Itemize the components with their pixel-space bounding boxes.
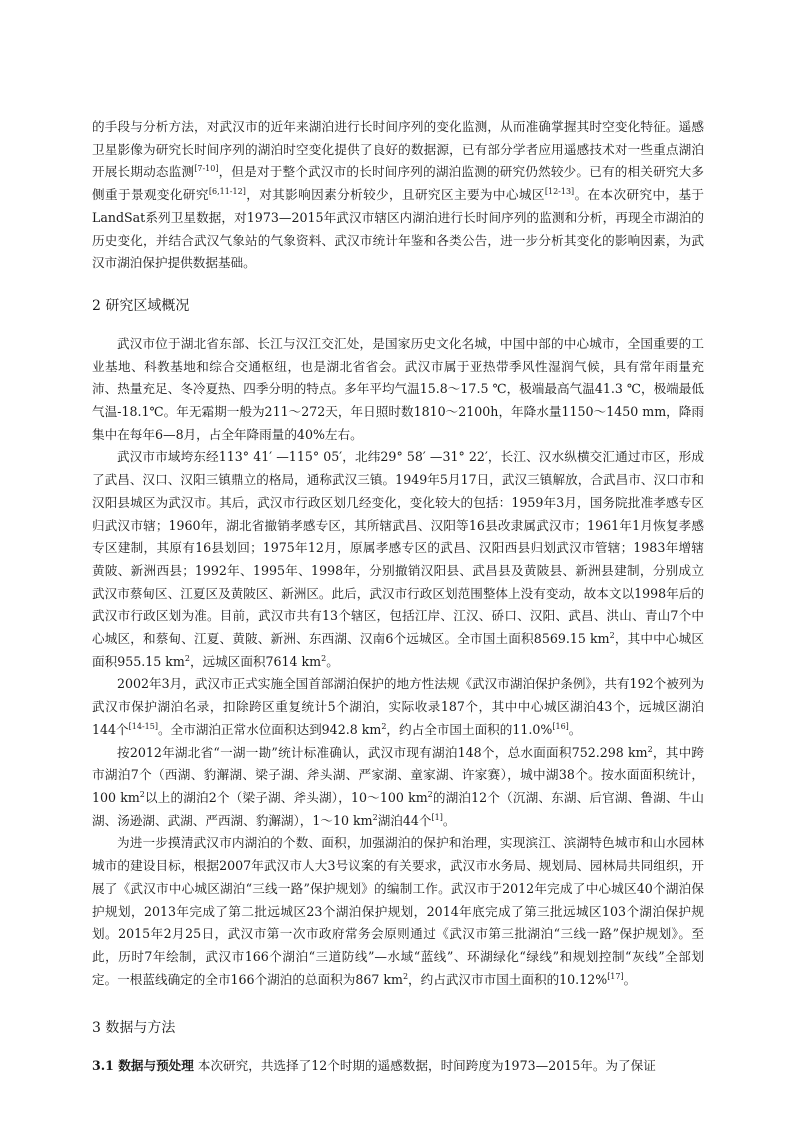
- regulation-paragraph: 2002年3月，武汉市正式实施全国首部湖泊保护的地方性法规《武汉市湖泊保护条例》，共有192个被列为武汉市保护湖泊名录，扣除跨区重复统计5个湖泊，实际收录187个，其中中心城区湖泊43个，远城区湖泊144个[14-15]。全市湖泊正常水位面积达到942.8 $km^2$，约占全市国土面积的11.0%[16]。: [92, 676, 704, 737]
- intro-paragraph: 的手段与分析方法，对武汉市的近年来湖泊进行长时间序列的变化监测，从而准确掌握其时空变化特征。遥感卫星影像为研究长时间序列的湖泊时空变化提供了良好的数据源，已有部分学者应用遥感技术对一些重点湖泊开展长期动态监测[7-10]，但是对于整个武汉市的长时间序列的湖泊监测的研究仍然较少。已有的相关研究大多侧重于景观变化研究[6,11-12]，对其影响因素分析较少，且研究区主要为中心城区[12-13]。在本次研究中，基于LandSat系列卫星数据，对1973—2015年武汉市辖区内湖泊进行长时间序列的监测和分析，再现全市湖泊的历史变化，并结合武汉气象站的气象资料、武汉市统计年鉴和各类公告，进一步分析其变化的影响因素，为武汉市湖泊保护提供数据基础。: [92, 119, 705, 271]
- subsection-3-1-title: 3.1 数据与预处理: [92, 1058, 194, 1074]
- section-2-heading: 2 研究区域概况: [92, 297, 190, 314]
- census-paragraph: 按2012年湖北省“一湖一勘”统计标准确认，武汉市现有湖泊148个，总水面面积752.298 $km^2$，其中跨市湖泊7个（西湖、豹澥湖、梁子湖、斧头湖、严家湖、童家湖、许家赛），城中湖38个。按水面面积统计，100 $km^2$以上的湖泊2个（梁子湖、斧头湖），10～100 $km^2$的湖泊12个（沉湖、东湖、后官湖、鲁湖、牛山湖、汤逊湖、武湖、严西湖、豹澥湖），1～10 $km^2$湖泊44个[1]。: [92, 744, 704, 828]
- climate-paragraph: 武汉市位于湖北省东部、长江与汉江交汇处，是国家历史文化名城，中国中部的中心城市，全国重要的工业基地、科教基地和综合交通枢纽，也是湖北省省会。武汉市属于亚热带季风性湿润气候，具有常年雨量充沛、热量充足、冬冷夏热、四季分明的特点。多年平均气温15.8～17.5 ℃，极端最高气温41.3 ℃，极端最低气温-18.1℃。年无霜期一般为211～272天，年日照时数1810～2100h，年降水量1150～1450 mm，降雨集中在每年6—8月，占全年降雨量的40%左右。: [92, 335, 704, 442]
- data-preprocessing-paragraph: 3.1 数据与预处理 本次研究，共选择了12个时期的遥感数据，时间跨度为1973—2015年。为了保证: [92, 1058, 656, 1074]
- protection-paragraph: 为进一步摸清武汉市内湖泊的个数、面积，加强湖泊的保护和治理，实现滨江、滨湖特色城市和山水园林城市的建设目标，根据2007年武汉市人大3号议案的有关要求，武汉市水务局、规划局、园林局共同组织，开展了《武汉市中心城区湖泊“三线一路”保护规划》的编制工作。武汉市于2012年完成了中心城区40个湖泊保护规划，2013年完成了第二批远城区23个湖泊保护规划，2014年底完成了第三批远城区103个湖泊保护规划。2015年2月25日，武汉市第一次市政府常务会原则通过《武汉市第三批湖泊“三线一路”保护规划》。至此，历时7年绘制，武汉市166个湖泊“三道防线”—水域“蓝线”、环湖绿化“绿线”和规划控制“灰线”全部划定。一根蓝线确定的全市166个湖泊的总面积为867 $km^2$，约占武汉市市国土面积的10.12%[17]。: [92, 835, 704, 987]
- page-content: [92, 116, 704, 1078]
- district-paragraph: 武汉市市域垮东经113° 41′ —115° 05′，北纬29° 58′ —31° 22′，长江、汉水纵横交汇通过市区，形成了武昌、汉口、汉阳三镇鼎立的格局，通称武汉三镇。1949年5月17日，武汉三镇解放，合武昌市、汉口市和汉阳县城区为武汉市。其后，武汉市行政区划几经变化，变化较大的包括：1959年3月，国务院批准孝感专区归武汉市辖；1960年，湖北省撤销孝感专区，其所辖武昌、汉阳等16县改隶属武汉市；1961年1月恢复孝感专区建制，其原有16县划回；1975年12月，原属孝感专区的武昌、汉阳西县归划武汉市管辖；1983年增辖黄陂、新洲西县；1992年、1995年、1998年，分别撤销汉阳县、武昌县及黄陂县、新洲县建制，分别成立武汉市蔡甸区、江夏区及黄陂区、新洲区。此后，武汉市行政区划范围整体上没有变动，故本文以1998年后的武汉市行政区划为准。目前，武汉市共有13个辖区，包括江岸、江汉、硚口、汉阳、武昌、洪山、青山7个中心城区，和蔡甸、江夏、黄陂、新洲、东西湖、汉南6个远城区。全市国土面积8569.15 $km^2$，其中中心城区面积955.15 $km^2$，远城区面积7614 $km^2$。: [92, 449, 704, 669]
- section-3-heading: 3 数据与方法: [92, 1020, 176, 1037]
